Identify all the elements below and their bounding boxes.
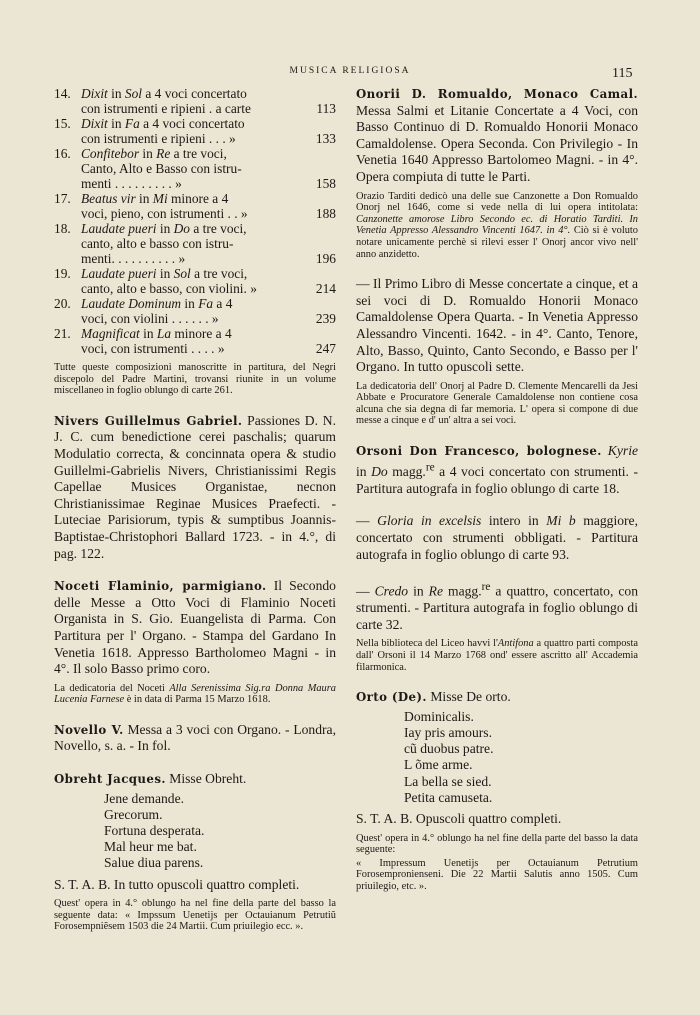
item-line: Dixit in Fa a 4 voci concertato — [81, 116, 245, 131]
note-onorii-2: La dedicatoria dell' Onorj al Padre D. Clemente Mencarelli da Jesi Abbate e Procuratore Generale Camaldolense non contiene cosa alcuna che sia degna di far memoria. L' opera si compone di due messe a cinque e d' un' altra a sei voci. — [356, 380, 638, 427]
entry-onorii-2: — Il Primo Libro di Messe concertate a cinque, et a sei voci di D. Romualdo Honorii Monaco Camaldolense Opera Quarta. - In Venetia Appresso Alessandro Vincenti. 1642. - in 4°. Canto, Tenore, Alto, Basso, Quinto, Canto Secondo, e Basso per l' Organo. In tutto opuscoli sette. — [356, 276, 638, 375]
item-line: Confitebor in Re a tre voci, — [81, 146, 227, 161]
mass-title: L õme arme. — [404, 757, 473, 773]
entry-orsoni-3: — Credo in Re magg.$^{re}$ a quattro, concertato, con strumenti. - Partitura autografa in foglio oblungo di carte 32. — [356, 581, 638, 632]
page-number: 115 — [612, 66, 633, 81]
left-column — [54, 86, 336, 933]
list-item — [54, 191, 336, 221]
item-line: Canto, Alto e Basso con istru- — [81, 161, 242, 176]
entry-heading: Orto (De). — [356, 690, 427, 705]
list-item — [54, 266, 336, 296]
entry-text: Misse Obreht. — [169, 771, 247, 787]
note-onorii: Orazio Tarditi dedicò una delle sue Canzonette a Don Romualdo Onorj nel 1646, come si vede nella di lui opera intitolata: Canzonette amorose Libro Secondo ec. di Horatio Tarditi. In Venetia Appresso Alessandro Vincenti 1647. in 4°. Ciò si è voluto notare unicamente perchè si rilevi esser l' Onorj ancor vivo nell' anno anzidetto. — [356, 190, 638, 260]
item-number: 18. — [54, 221, 71, 236]
entry-heading: Noceti Flaminio, parmigiano. — [54, 579, 267, 594]
note-obreht: Quest' opera in 4.° oblungo ha nel fine della parte del basso la seguente data: « Impssum Uenetijs per Octauianum Petrutiũ Forosempniẽsem 1503 die 24 Martii. Cum priuilegio ecc. ». — [54, 898, 336, 933]
item-line: canto, alto e basso, con violini. » — [81, 281, 257, 296]
entry-obreht — [54, 771, 336, 788]
orto-parts: S. T. A. B. Opuscoli quattro completi. — [356, 811, 562, 827]
page-ref: 113 — [316, 101, 336, 116]
mass-title: La bella se sied. — [404, 773, 492, 789]
mass-title: Jene demande. — [104, 790, 185, 806]
mass-title-list — [54, 791, 336, 872]
quote-orto: « Impressum Uenetijs per Octauianum Petrutium Forosempronienseni. Die 22 Martii Salutis anno 1505. Cum priuilegio, etc. ». — [356, 857, 638, 893]
note-tutte: Tutte queste composizioni manoscritte in partitura, del Negri discepolo del Padre Martini, trovansi riunite in un volume miscellaneo in foglio oblungo di carte 261. — [54, 362, 336, 397]
note-orto: Quest' opera in 4.° oblungo ha nel fine della parte del basso la data seguente: — [356, 832, 638, 856]
mass-title: Grecorum. — [104, 806, 163, 822]
entry-text: Passiones D. N. J. C. cum benedictione cerei paschalis; quarum Modulatio correcta, & concinnata opera & studio Guillelmi-Gabrielis Nivers, Christianissimi Regis Capellae Musices Organistae, necnon Christianissimae Reginae Musices Praefecti. - Luteciae Parisiorum, typis & sumptibus Joannis-Baptistae-Christophori Ballard 1723. - in 4.°, di pag. 122. — [54, 412, 336, 561]
page-ref: 158 — [315, 176, 336, 191]
page-ref: 247 — [315, 341, 336, 356]
page-ref: 133 — [315, 131, 336, 146]
item-line: Laudate Dominum in Fa a 4 — [81, 296, 233, 311]
item-line: voci, pieno, con istrumenti . . » — [81, 206, 248, 221]
page-ref: 196 — [315, 251, 336, 266]
item-line: Dixit in Sol a 4 voci concertato — [81, 86, 247, 101]
entry-text: Il Secondo delle Messe a Otto Voci di Flaminio Noceti Organista in S. Gio. Euangelista di Parma. Con Partitura per l' Organo. - Stampa del Gardano In Venetia 1618. Appresso Bartholomeo Magni - in 4°. Il solo Basso primo coro. — [54, 578, 336, 677]
item-number: 14. — [54, 86, 71, 101]
entry-onorii — [356, 86, 638, 186]
item-line: voci, con violini . . . . . . » — [81, 311, 219, 326]
item-line: Laudate pueri in Do a tre voci, — [81, 221, 247, 236]
obreht-parts: S. T. A. B. In tutto opuscoli quattro completi. — [54, 876, 300, 892]
list-item — [54, 116, 336, 146]
entry-orto — [356, 689, 638, 706]
entry-nivers — [54, 413, 336, 562]
note-orsoni: Nella biblioteca del Liceo havvi l'Antifona a quattro parti composta dall' Orsoni il 14 Marzo 1768 ond' essere ascritto all' Accademia filarmonica. — [356, 638, 638, 673]
list-item — [54, 296, 336, 326]
entry-text: Messa Salmi et Litanie Concertate a 4 Voci, con Basso Continuo di D. Romualdo Honorii Monaco Camaldolense. Opera Seconda. Con Privilegio - In Venetia 1640 Appresso Bartolomeo Magni. - in 4°. Opera compiuta di tutte le Parti. — [356, 102, 638, 184]
item-number: 19. — [54, 266, 71, 281]
item-number: 20. — [54, 296, 71, 311]
item-line: voci, con istrumenti . . . . » — [81, 341, 225, 356]
item-number: 21. — [54, 326, 71, 341]
entry-heading: Obreht Jacques. — [54, 772, 166, 787]
item-line: Laudate pueri in Sol a tre voci, — [81, 266, 248, 281]
mass-title: cũ duobus patre. — [404, 741, 494, 757]
note-noceti: La dedicatoria del Noceti Alla Serenissima Sig.ra Donna Maura Lucenia Farnese è in data di Parma 15 Marzo 1618. — [54, 682, 336, 706]
entry-heading: Novello V. — [54, 722, 124, 737]
mass-title: Salue diua parens. — [104, 855, 204, 871]
list-item — [54, 86, 336, 116]
numbered-list — [54, 86, 336, 356]
mass-title: Mal heur me bat. — [104, 839, 197, 855]
entry-orsoni-2: — Gloria in excelsis intero in Mi b maggiore, concertato con strumenti obbligati. - Partitura autografa in foglio oblungo di carte 93. — [356, 513, 638, 562]
page-ref: 239 — [315, 311, 336, 326]
entry-noceti — [54, 578, 336, 678]
mass-title-list — [356, 709, 638, 806]
entry-text: Messa a 3 voci con Organo. - Londra, Novello, s. a. - In fol. — [54, 721, 336, 754]
item-line: con istrumenti e ripieni . a carte — [81, 101, 251, 116]
list-item — [54, 221, 336, 266]
entry-orsoni — [356, 443, 638, 497]
item-number: 17. — [54, 191, 71, 206]
page-ref: 214 — [315, 281, 336, 296]
entry-text: Misse De orto. — [430, 689, 511, 705]
mass-title: Iay pris amours. — [404, 725, 492, 741]
list-item — [54, 326, 336, 356]
item-line: canto, alto e basso con istru- — [81, 236, 234, 251]
mass-title: Petita camuseta. — [404, 789, 493, 805]
entry-heading: Orsoni Don Francesco, bolognese. — [356, 444, 602, 459]
list-item — [54, 146, 336, 191]
item-line: menti. . . . . . . . . . » — [81, 251, 186, 266]
item-number: 15. — [54, 116, 71, 131]
item-line: Beatus vir in Mi minore a 4 — [81, 191, 229, 206]
item-line: menti . . . . . . . . . » — [81, 176, 182, 191]
entry-text: Kyrie in Do magg.$^{re}$ a 4 voci concertato con strumenti. - Partitura autografa in foglio oblungo di carte 18. — [356, 443, 639, 496]
entry-heading: Nivers Guillelmus Gabriel. — [54, 413, 243, 428]
running-title: MUSICA RELIGIOSA — [289, 66, 411, 76]
entry-novello — [54, 722, 336, 755]
right-column — [356, 86, 638, 893]
item-line: con istrumenti e ripieni . . . » — [81, 131, 236, 146]
mass-title: Dominicalis. — [404, 708, 474, 724]
page-ref: 188 — [315, 206, 336, 221]
mass-title: Fortuna desperata. — [104, 823, 205, 839]
item-line: Magnificat in La minore a 4 — [81, 326, 232, 341]
entry-heading: Onorii D. Romualdo, Monaco Camal. — [356, 87, 638, 101]
item-number: 16. — [54, 146, 71, 161]
